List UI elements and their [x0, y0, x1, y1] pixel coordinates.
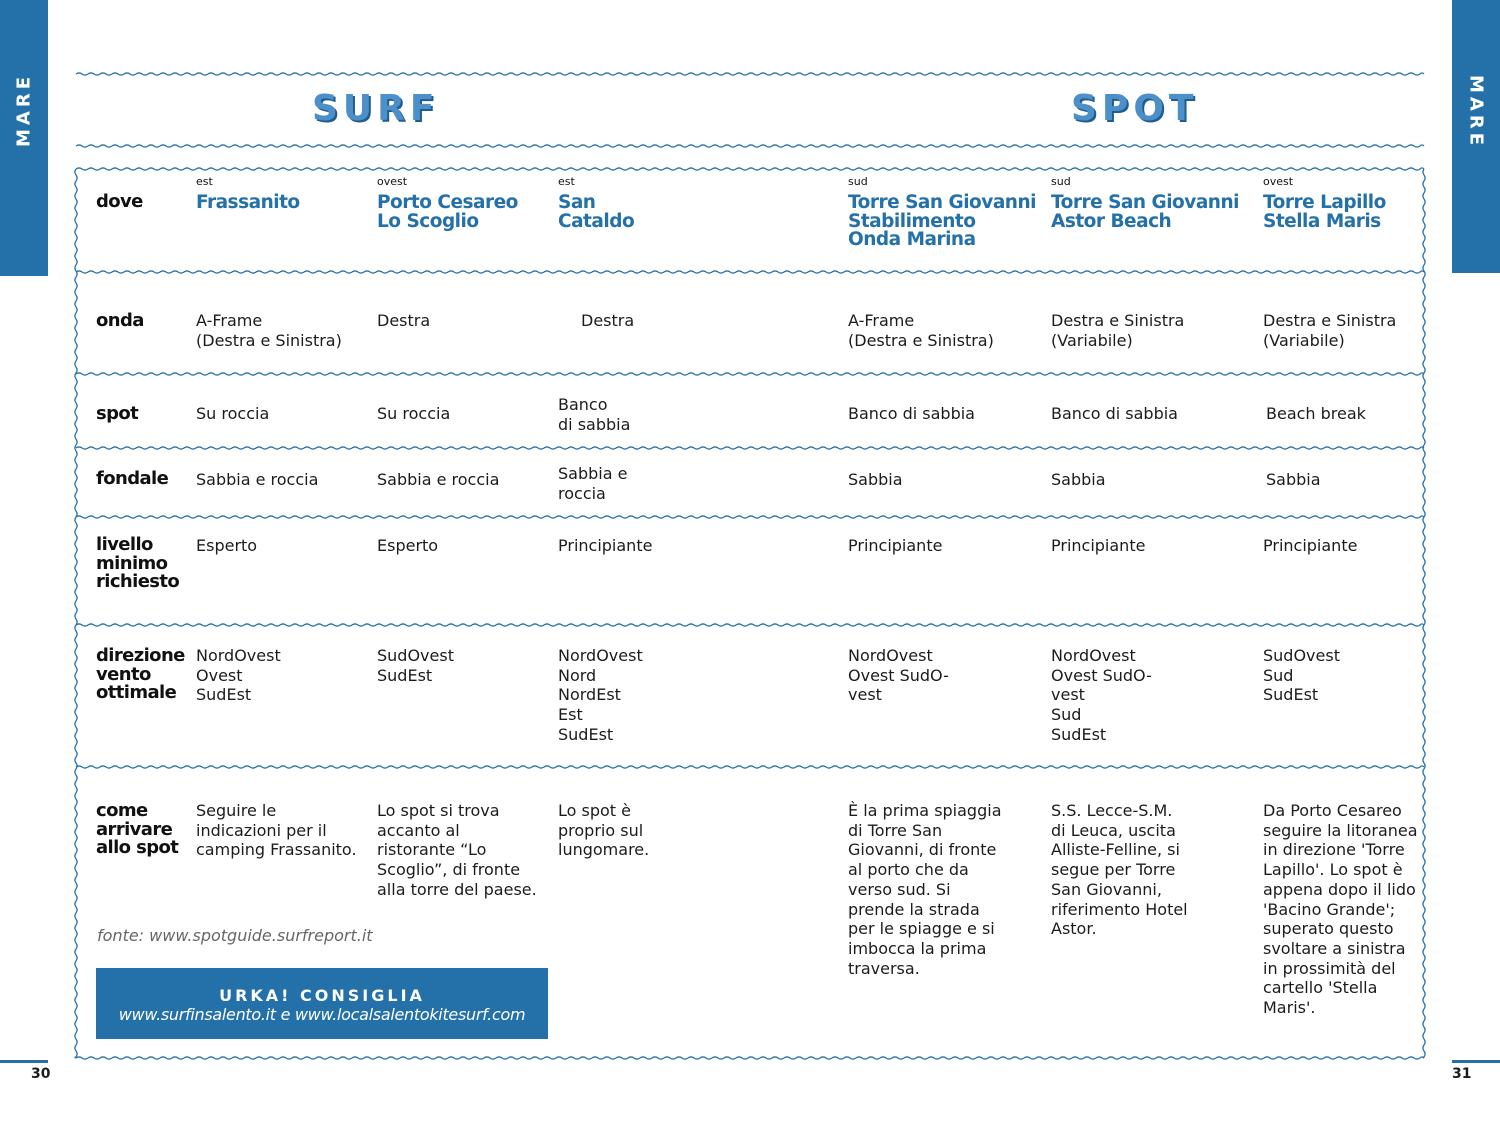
row-divider-wave — [76, 447, 1424, 449]
section-tab-right — [1452, 0, 1500, 273]
cell-come-arrivare: S.S. Lecce-S.M. di Leuca, uscita Alliste-Felline, si segue per Torre San Giovanni, riferimento Hotel Astor. — [1051, 801, 1188, 939]
row-divider-wave — [76, 271, 1424, 273]
cell-vento: NordOvest Ovest SudO- vest — [848, 646, 949, 705]
table-left-wave — [75, 169, 77, 1058]
cell-fondale: Sabbia — [848, 470, 903, 489]
cell-onda: A-Frame (Destra e Sinistra) — [848, 311, 994, 350]
cell-vento: SudOvest SudEst — [377, 646, 454, 685]
page-number-rule-left — [0, 1060, 48, 1063]
cell-vento: SudOvest Sud SudEst — [1263, 646, 1340, 705]
spot-name: San Cataldo — [558, 192, 635, 232]
advice-box — [96, 968, 548, 1039]
spot-name: Torre Lapillo Stella Maris — [1263, 192, 1386, 232]
cell-livello: Esperto — [196, 536, 258, 555]
cell-spot: Banco di sabbia — [848, 404, 975, 423]
section-label-right: MARE — [1465, 75, 1487, 149]
source-credit: fonte: www.spotguide.surfreport.it — [97, 926, 373, 945]
cell-livello: Esperto — [377, 536, 439, 555]
cell-spot: Banco di sabbia — [558, 395, 631, 434]
advice-websites[interactable]: www.surfinsalento.it e www.localsalentokitesurf.com — [118, 1005, 526, 1024]
cell-onda: Destra — [581, 311, 635, 330]
row-divider-wave — [76, 168, 1424, 170]
cell-fondale: Sabbia e roccia — [377, 470, 500, 489]
header-top-wave — [76, 73, 1424, 75]
spot-direction: sud — [1051, 175, 1071, 188]
cell-vento: NordOvest Ovest SudEst — [196, 646, 281, 705]
row-label-dove: dove — [96, 191, 143, 212]
cell-spot: Beach break — [1266, 404, 1366, 423]
row-divider-wave — [76, 373, 1424, 375]
row-divider-wave — [76, 1057, 1424, 1059]
cell-fondale: Sabbia — [1266, 470, 1321, 489]
cell-livello: Principiante — [558, 536, 653, 555]
cell-come-arrivare: Da Porto Cesareo seguire la litoranea in direzione 'Torre Lapillo'. Lo spot è appena dopo il lido 'Bacino Grande'; superato questo svoltare a sinistra in prossimità del cartello 'Stella Maris'. — [1263, 801, 1418, 1018]
cell-fondale: Sabbia — [1051, 470, 1106, 489]
spot-direction: sud — [848, 175, 868, 188]
page-number-rule-right — [1452, 1060, 1500, 1063]
spot-direction: est — [196, 175, 213, 188]
title-spot: SPOT — [1071, 88, 1199, 129]
cell-spot: Banco di sabbia — [1051, 404, 1178, 423]
cell-fondale: Sabbia e roccia — [196, 470, 319, 489]
cell-spot: Su roccia — [196, 404, 270, 423]
row-label-spot: spot — [96, 403, 139, 424]
cell-come-arrivare: È la prima spiaggia di Torre San Giovanni, di fronte al porto che da verso sud. Si prende la strada per le spiagge e si imbocca la prima traversa. — [848, 801, 1002, 978]
spot-name: Frassanito — [196, 192, 300, 213]
cell-vento: NordOvest Ovest SudO- vest Sud SudEst — [1051, 646, 1152, 744]
spot-direction: ovest — [377, 175, 408, 188]
row-label-fondale: fondale — [96, 468, 169, 489]
cell-onda: Destra e Sinistra (Variabile) — [1263, 311, 1397, 350]
spot-name: Torre San Giovanni Astor Beach — [1051, 192, 1239, 232]
table-right-wave — [1423, 169, 1425, 1058]
row-divider-wave — [76, 624, 1424, 626]
page-number-left: 30 — [31, 1066, 51, 1082]
row-label-livello: livello minimo richiesto — [96, 534, 180, 592]
cell-vento: NordOvest Nord NordEst Est SudEst — [558, 646, 643, 744]
cell-spot: Su roccia — [377, 404, 451, 423]
cell-onda: A-Frame (Destra e Sinistra) — [196, 311, 342, 350]
page-number-right: 31 — [1452, 1066, 1472, 1082]
spot-name: Porto Cesareo Lo Scoglio — [377, 192, 518, 232]
header-bottom-wave — [76, 145, 1424, 147]
row-divider-wave — [76, 516, 1424, 518]
spot-name: Torre San Giovanni Stabilimento Onda Marina — [848, 192, 1036, 250]
spot-direction: ovest — [1263, 175, 1294, 188]
row-label-vento: direzione vento ottimale — [96, 645, 185, 703]
title-surf: SURF — [312, 88, 440, 129]
row-label-come-arrivare: come arrivare allo spot — [96, 800, 179, 858]
spot-direction: est — [558, 175, 575, 188]
cell-fondale: Sabbia e roccia — [558, 464, 628, 503]
cell-onda: Destra — [377, 311, 431, 330]
advice-title: URKA! CONSIGLIA — [219, 986, 425, 1005]
cell-livello: Principiante — [1051, 536, 1146, 555]
cell-onda: Destra e Sinistra (Variabile) — [1051, 311, 1185, 350]
row-divider-wave — [76, 766, 1424, 768]
cell-livello: Principiante — [1263, 536, 1358, 555]
section-tab-left — [0, 0, 48, 276]
cell-come-arrivare: Lo spot è proprio sul lungomare. — [558, 801, 650, 860]
row-label-onda: onda — [96, 310, 144, 331]
cell-livello: Principiante — [848, 536, 943, 555]
cell-come-arrivare: Lo spot si trova accanto al ristorante “Lo Scoglio”, di fronte alla torre del paese. — [377, 801, 537, 899]
section-label-left: MARE — [13, 73, 35, 147]
cell-come-arrivare: Seguire le indicazioni per il camping Frassanito. — [196, 801, 357, 860]
